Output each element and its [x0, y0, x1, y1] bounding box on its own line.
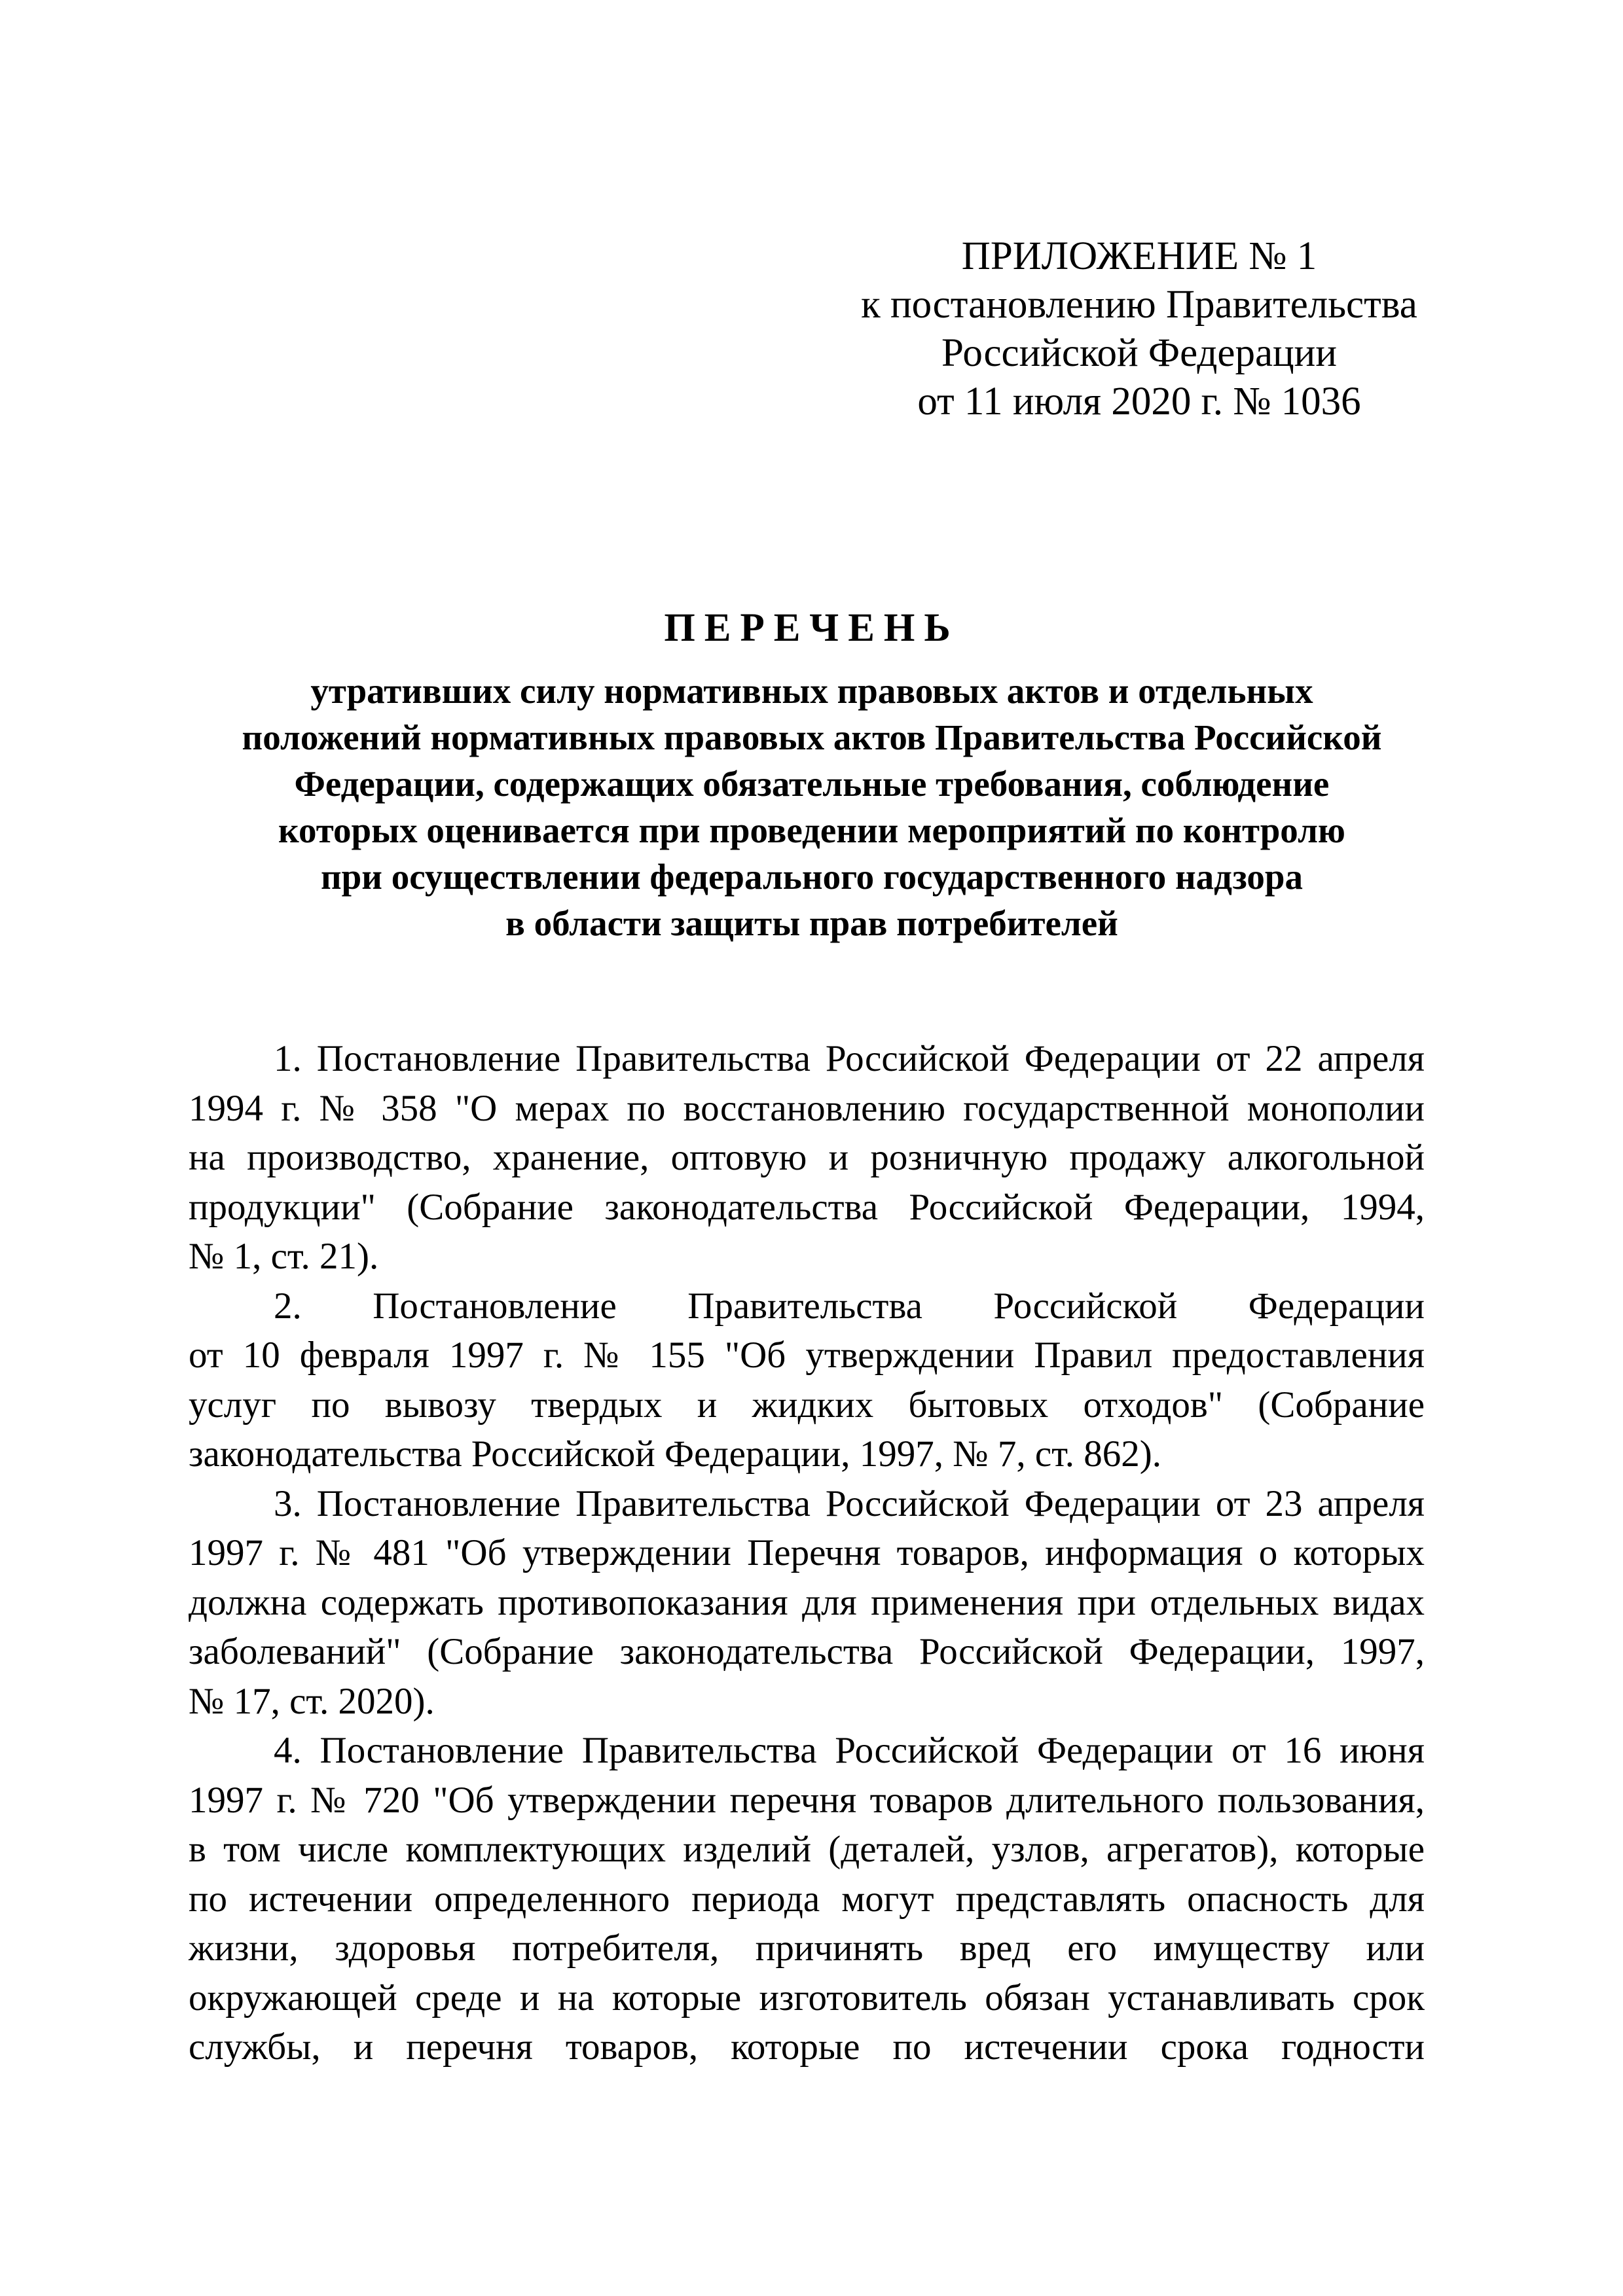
document-subtitle — [170, 668, 1453, 946]
annex-issuer: Российской Федерации — [941, 331, 1337, 375]
paragraph-line: заболеваний" (Собрание законодательства Российской Федерации, 1997, — [189, 1631, 1425, 1672]
list-item-2 — [189, 1282, 1425, 1479]
subtitle-line: положений нормативных правовых актов Правительства Российской — [242, 717, 1382, 757]
subtitle-line: Федерации, содержащих обязательные требования, соблюдение — [294, 764, 1330, 804]
paragraph-line: в том числе комплектующих изделий (деталей, узлов, агрегатов), которые — [189, 1829, 1425, 1870]
subtitle-line: при осуществлении федерального государственного надзора — [320, 857, 1303, 897]
paragraph-line: должна содержать противопоказания для применения при отдельных видах — [189, 1581, 1425, 1623]
paragraph-line: 1994 г. № 358 "О мерах по восстановлению государственной монополии — [189, 1087, 1425, 1129]
paragraph-line: 1. Постановление Правительства Российской Федерации от 22 апреля — [274, 1038, 1425, 1079]
paragraph-line: 1997 г. № 720 "Об утверждении перечня товаров длительного пользования, — [189, 1779, 1425, 1821]
paragraph-line: продукции" (Собрание законодательства Российской Федерации, 1994, — [189, 1186, 1425, 1228]
paragraph-line: № 1, ст. 21). — [189, 1236, 379, 1277]
paragraph-line: законодательства Российской Федерации, 1997, № 7, ст. 862). — [189, 1433, 1162, 1475]
list-item-3 — [189, 1479, 1425, 1727]
paragraph-line: 3. Постановление Правительства Российской Федерации от 23 апреля — [274, 1482, 1425, 1524]
paragraph-line: жизни, здоровья потребителя, причинять вред его имуществу или — [189, 1928, 1425, 1969]
annex-header — [825, 232, 1453, 426]
document-body — [189, 1034, 1425, 2072]
paragraph-line: 1997 г. № 481 "Об утверждении Перечня товаров, информация о которых — [189, 1532, 1425, 1573]
list-item-1 — [189, 1034, 1425, 1282]
paragraph-line: 2. Постановление Правительства Российской Федерации — [274, 1285, 1425, 1327]
annex-reference: к постановлению Правительства — [861, 283, 1417, 327]
paragraph-line: 4. Постановление Правительства Российской Федерации от 16 июня — [274, 1730, 1425, 1771]
paragraph-line: по истечении определенного периода могут представлять опасность для — [189, 1878, 1425, 1920]
annex-number: ПРИЛОЖЕНИЕ № 1 — [961, 234, 1317, 278]
subtitle-line: которых оценивается при проведении мероприятий по контролю — [278, 810, 1345, 850]
annex-date-number: от 11 июля 2020 г. № 1036 — [917, 380, 1361, 423]
list-item-4 — [189, 1726, 1425, 2072]
document-title: ПЕРЕЧЕНЬ — [664, 606, 960, 650]
paragraph-line: на производство, хранение, оптовую и розничную продажу алкогольной — [189, 1137, 1425, 1178]
paragraph-line: № 17, ст. 2020). — [189, 1680, 435, 1722]
paragraph-line: службы, и перечня товаров, которые по истечении срока годности — [189, 2026, 1425, 2068]
subtitle-line: утративших силу нормативных правовых актов и отдельных — [310, 671, 1313, 711]
subtitle-line: в области защиты прав потребителей — [505, 903, 1118, 943]
paragraph-line: от 10 февраля 1997 г. № 155 "Об утверждении Правил предоставления — [189, 1335, 1425, 1376]
paragraph-line: окружающей среде и на которые изготовитель обязан устанавливать срок — [189, 1977, 1425, 2018]
paragraph-line: услуг по вывозу твердых и жидких бытовых отходов" (Собрание — [189, 1384, 1425, 1426]
